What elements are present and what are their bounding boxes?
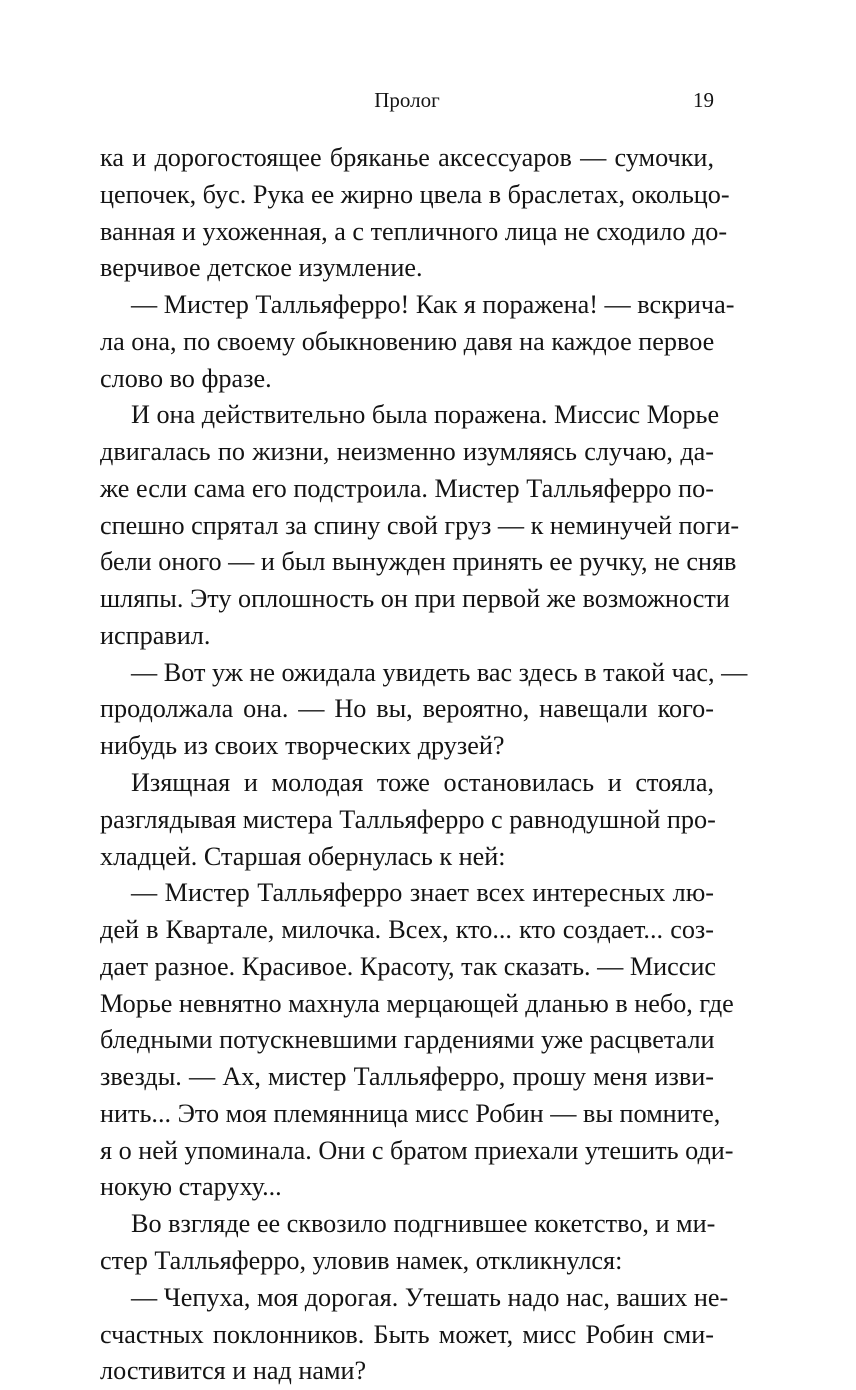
body-text: [100, 140, 748, 1390]
text-line: исправил.: [100, 620, 211, 650]
text-line: хладцей. Старшая обернулась к ней:: [100, 841, 506, 871]
text-line: ка и дорогостоящее бряканье аксессуаров — сумочки,: [100, 143, 714, 172]
text-line: лостивится и над нами?: [100, 1356, 367, 1386]
text-line: же если сама его подстроила. Мистер Талльяферро по-: [100, 473, 714, 503]
text-line: — Чепуха, моя дорогая. Утешать надо нас, ваших не-: [131, 1282, 729, 1312]
text-line: продолжала она. — Но вы, вероятно, навещали кого-: [100, 694, 714, 724]
text-line: нибудь из своих творческих друзей?: [100, 731, 505, 761]
text-line: бледными потускневшими гардениями уже расцветали: [100, 1025, 715, 1055]
text-line: Во взгляде ее сквозило подгнившее кокетство, и ми-: [131, 1209, 716, 1239]
text-line: И она действительно была поражена. Миссис Морье: [131, 400, 720, 430]
page-header: [100, 88, 714, 120]
text-line: ла она, по своему обыкновению давя на каждое первое: [100, 326, 715, 356]
text-line: цепочек, бус. Рука ее жирно цвела в браслетах, окольцо-: [100, 179, 730, 209]
text-line: Морье невнятно махнула мерцающей дланью в небо, где: [100, 988, 734, 1018]
text-line: спешно спрятал за спину свой груз — к неминучей поги-: [100, 510, 740, 540]
page-number: 19: [693, 88, 714, 112]
text-line: слово во фразе.: [100, 363, 272, 393]
text-line: — Вот уж не ожидала увидеть вас здесь в такой час, —: [131, 657, 748, 687]
text-line: я о ней упоминала. Они с братом приехали утешить оди-: [100, 1135, 734, 1165]
text-line: ванная и ухоженная, а с тепличного лица не сходило до-: [100, 216, 728, 246]
text-line: нить... Это моя племянница мисс Робин — вы помните,: [100, 1098, 721, 1128]
text-line: звезды. — Ах, мистер Талльяферро, прошу меня изви-: [100, 1062, 714, 1092]
text-line: Изящная и молодая тоже остановилась и стояла,: [131, 768, 714, 798]
text-line: шляпы. Эту оплошность он при первой же возможности: [100, 584, 730, 614]
text-line: — Мистер Талльяферро знает всех интересных лю-: [131, 878, 714, 908]
text-line: счастных поклонников. Быть может, мисс Робин сми-: [100, 1319, 714, 1349]
text-line: бели оного — и был вынужден принять ее ручку, не сняв: [100, 547, 737, 577]
text-line: двигалась по жизни, неизменно изумляясь случаю, да-: [100, 437, 714, 467]
text-line: дает разное. Красивое. Красоту, так сказать. — Миссис: [100, 951, 717, 981]
text-line: верчивое детское изумление.: [100, 253, 423, 283]
text-line: разглядывая мистера Талльяферро с равнодушной про-: [100, 804, 716, 834]
text-line: — Мистер Талльяферро! Как я поражена! — вскрича-: [131, 290, 735, 320]
text-line: дей в Квартале, милочка. Всех, кто... кто создает... соз-: [100, 915, 714, 945]
text-line: стер Талльяферро, уловив намек, откликнулся:: [100, 1245, 623, 1275]
chapter-title: Пролог: [374, 88, 440, 112]
text-line: нокую старуху...: [100, 1172, 282, 1202]
